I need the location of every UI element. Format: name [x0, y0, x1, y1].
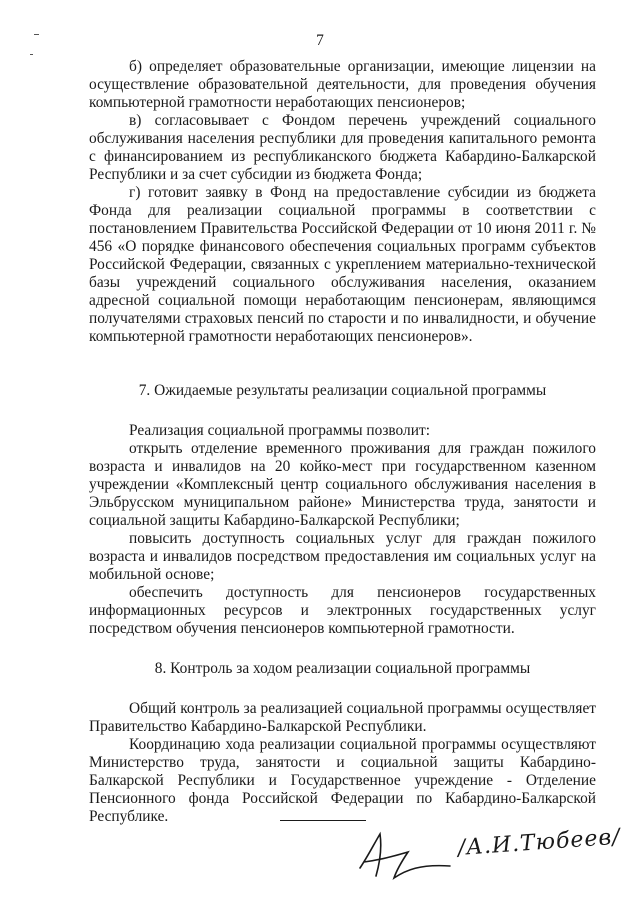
section-8-paragraph-2: Координацию хода реализации социальной программы осуществляют Министерство труда, занятости и социальной защиты Кабардино-Балкарской Республики и Государственное учреждение - Отделение Пенсионного фонда Российской Федерации по Кабардино-Балкарской Республике. — [89, 736, 596, 825]
section-7-intro: Реализация социальной программы позволит: — [129, 422, 430, 439]
section-7-item-2: повысить доступность социальных услуг для граждан пожилого возраста и инвалидов посредством предоставления им социальных услуг на мобильной основе; — [89, 530, 596, 583]
page-number: 7 — [316, 32, 324, 49]
signature-name: /А.И.Тюбеев/ — [457, 824, 622, 861]
scan-mark — [30, 54, 33, 55]
section-7-item-3: обеспечить доступность для пенсионеров государственных информационных ресурсов и электронных государственных услуг посредством обучения пенсионеров компьютерной грамотности. — [89, 584, 596, 637]
section-7-item-1: открыть отделение временного проживания для граждан пожилого возраста и инвалидов на 20 койко-мест при государственном казенном учреждении «Комплексный центр социального обслуживания населения в Эльбрусском муниципальном районе» Министерства труда, занятости и социальной защиты Кабардино-Балкарской Республики; — [89, 440, 596, 529]
item-g: г) готовит заявку в Фонд на предоставление субсидии из бюджета Фонда для реализации социальной программы в соответствии с постановлением Правительства Российской Федерации от 10 июня 2011 г. № 456 «О порядке финансового обеспечения социальных программ субъектов Российской Федерации, связанных с укреплением материально-технической базы учреждений социального обслуживания населения, оказанием адресной социальной помощи неработающим пенсионерам, являющимся получателями страховых пенсий по старости и по инвалидности, и обучение компьютерной грамотности неработающих пенсионеров». — [89, 184, 596, 345]
section-7-heading: 7. Ожидаемые результаты реализации социальной программы — [138, 382, 547, 399]
section-6-continuation — [89, 58, 596, 826]
section-8-paragraph-1: Общий контроль за реализацией социальной программы осуществляет Правительство Кабардино-Балкарской Республики. — [89, 700, 596, 735]
signature-divider — [280, 820, 366, 821]
section-8-heading: 8. Контроль за ходом реализации социальной программы — [154, 660, 531, 677]
item-v: в) согласовывает с Фондом перечень учреждений социального обслуживания населения республики для проведения капитального ремонта с финансированием из республиканского бюджета Кабардино-Балкарской Республики и за счет субсидии из бюджета Фонда; — [89, 112, 596, 183]
item-b: б) определяет образовательные организации, имеющие лицензии на осуществление образовательной деятельности, для проведения обучения компьютерной грамотности неработающих пенсионеров; — [89, 58, 596, 111]
